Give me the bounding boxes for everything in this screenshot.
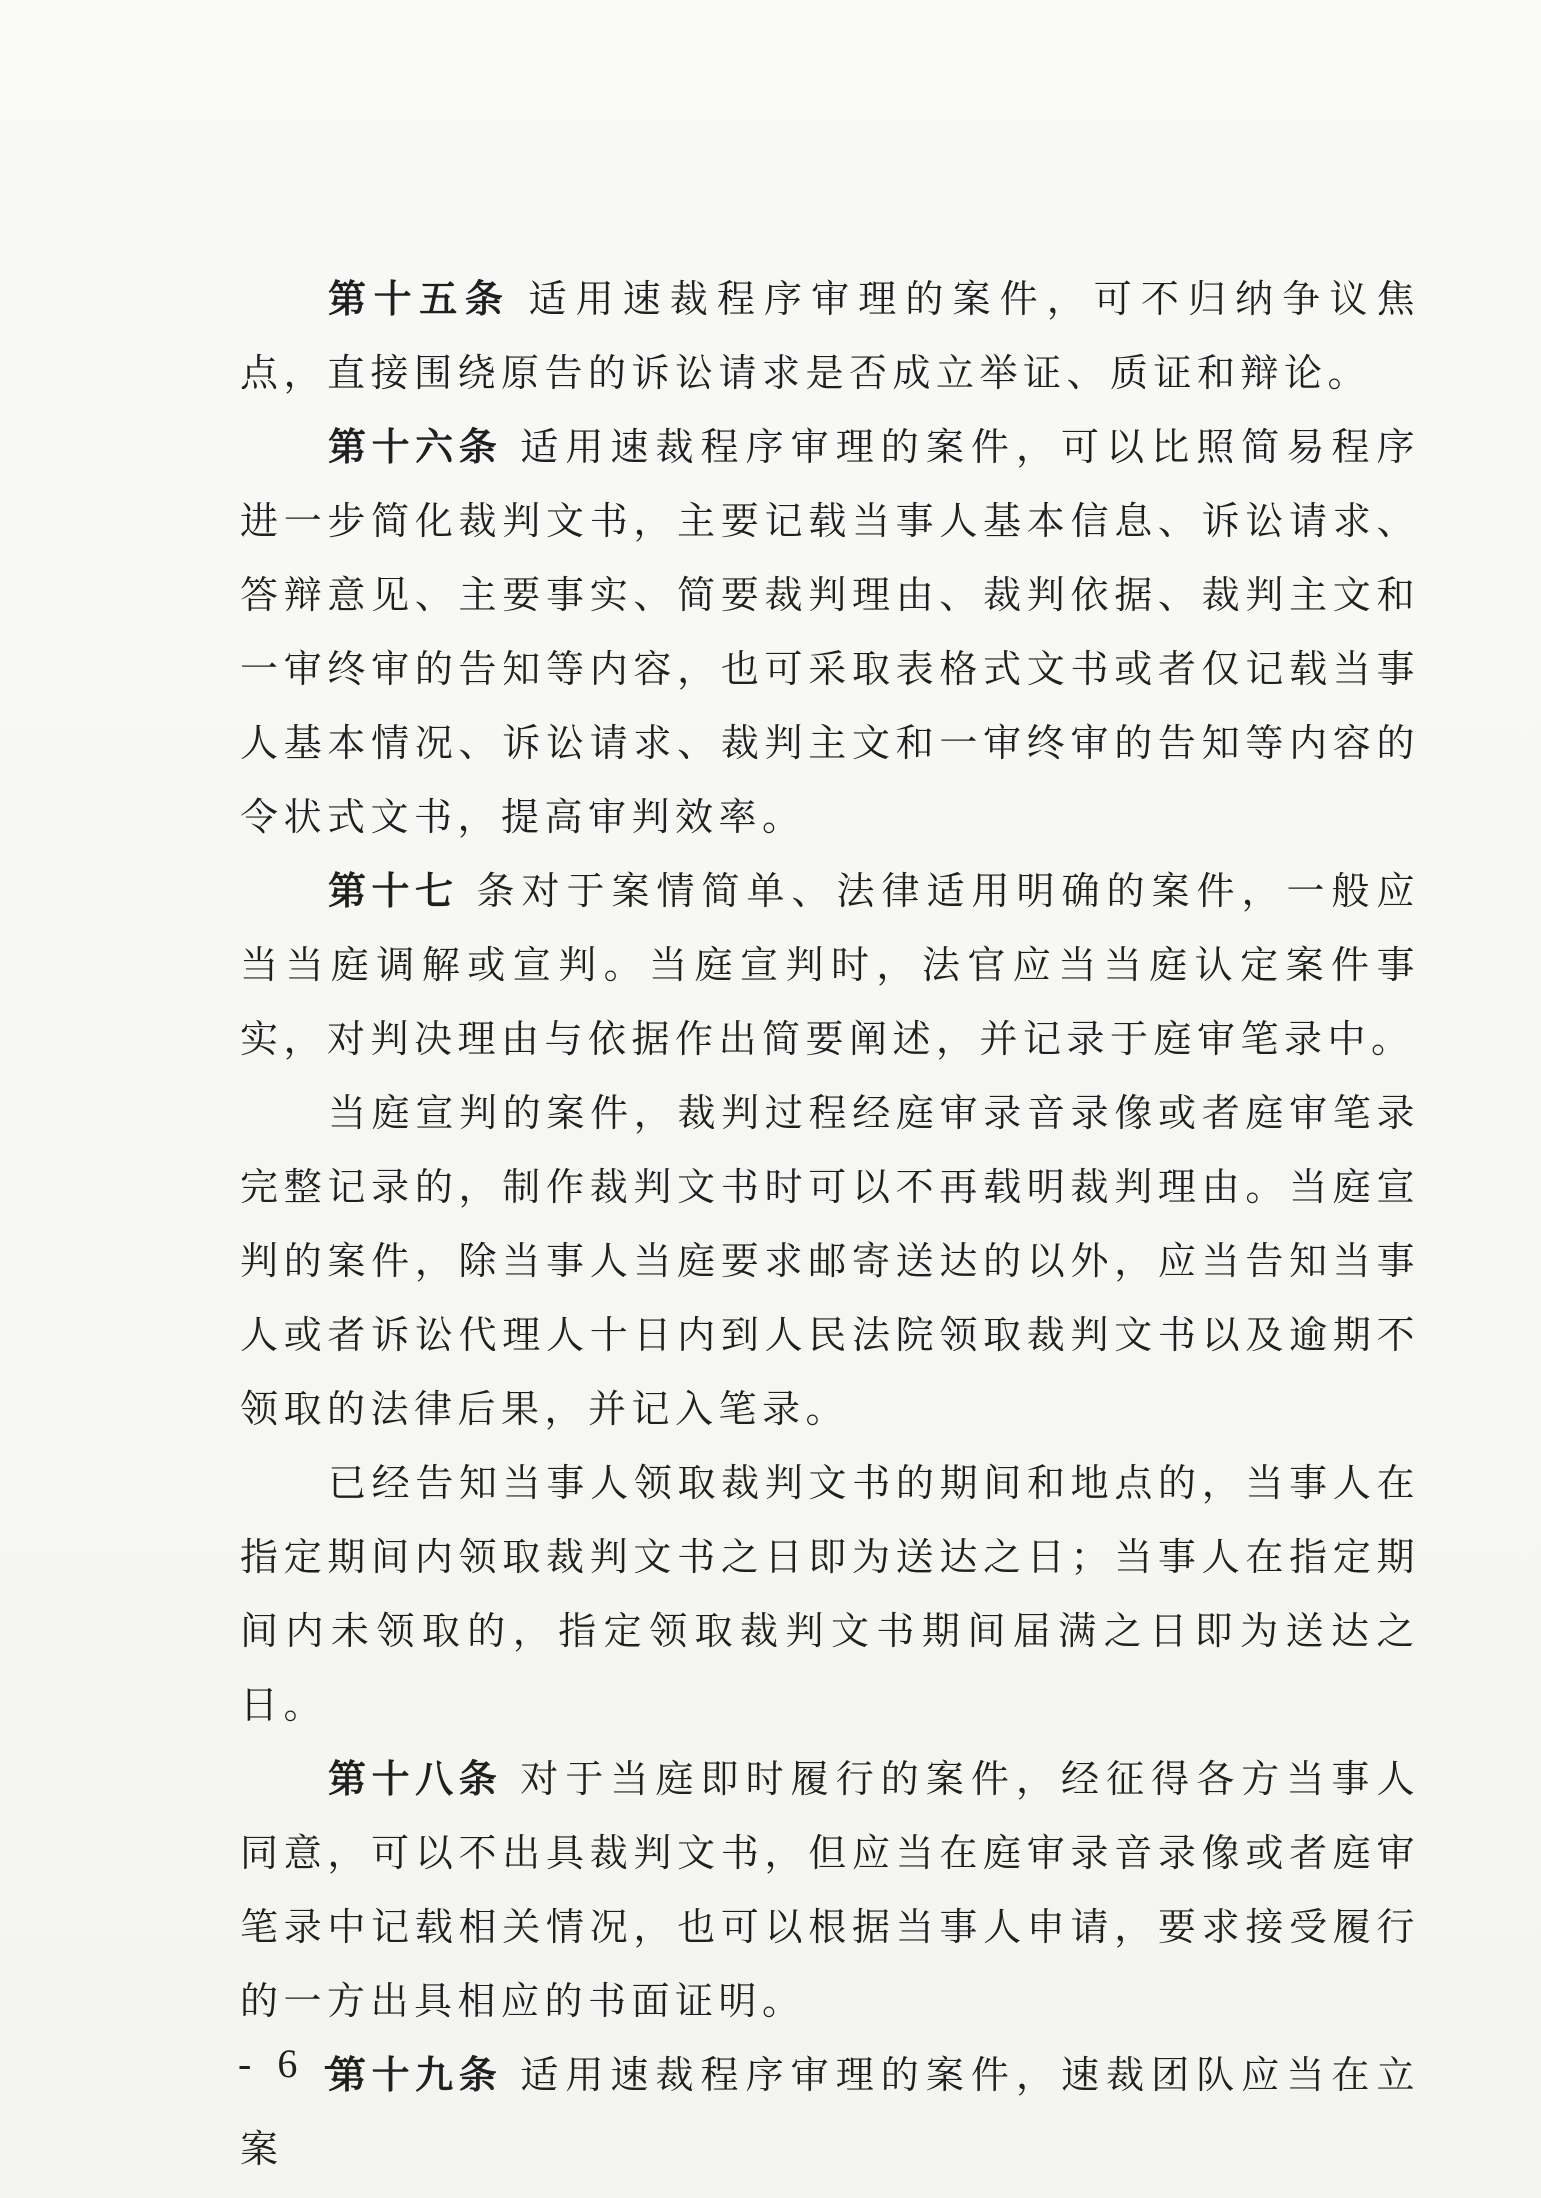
paragraph-text: 当庭宣判的案件，裁判过程经庭审录音录像或者庭审笔录完整记录的，制作裁判文书时可以不再载明裁判理由。当庭宣判的案件，除当事人当庭要求邮寄送达的以外，应当告知当事人或者诉讼代理人十日内到人民法院领取裁判文书以及逾期不领取的法律后果，并记入笔录。 xyxy=(240,1091,1420,1431)
article-16 xyxy=(240,410,1420,854)
document-body xyxy=(240,262,1420,2186)
article-18 xyxy=(240,1742,1420,2038)
article-17-paragraph-2 xyxy=(240,1076,1420,1446)
article-17-paragraph-3 xyxy=(240,1446,1420,1742)
article-19 xyxy=(240,2038,1420,2186)
article-text: 对于当庭即时履行的案件，经征得各方当事人同意，可以不出具裁判文书，但应当在庭审录音录像或者庭审笔录中记载相关情况，也可以根据当事人申请，要求接受履行的一方出具相应的书面证明。 xyxy=(240,1757,1420,2023)
article-text: 适用速裁程序审理的案件，可以比照简易程序进一步简化裁判文书，主要记载当事人基本信息、诉讼请求、答辩意见、主要事实、简要裁判理由、裁判依据、裁判主文和一审终审的告知等内容，也可采取表格式文书或者仅记载当事人基本情况、诉讼请求、裁判主文和一审终审的告知等内容的令状式文书，提高审判效率。 xyxy=(240,425,1420,839)
article-text: 适用速裁程序审理的案件，可不归纳争议焦点，直接围绕原告的诉讼请求是否成立举证、质证和辩论。 xyxy=(240,277,1420,395)
article-heading: 第十五条 xyxy=(328,277,511,321)
article-heading: 第十七 xyxy=(328,869,459,913)
article-text: 适用速裁程序审理的案件，速裁团队应当在立案 xyxy=(240,2053,1420,2171)
article-15 xyxy=(240,262,1420,410)
article-17 xyxy=(240,854,1420,1076)
article-text: 条对于案情简单、法律适用明确的案件，一般应当当庭调解或宣判。当庭宣判时，法官应当当庭认定案件事实，对判决理由与依据作出简要阐述，并记录于庭审笔录中。 xyxy=(240,869,1420,1061)
paragraph-text: 已经告知当事人领取裁判文书的期间和地点的，当事人在指定期间内领取裁判文书之日即为送达之日；当事人在指定期间内未领取的，指定领取裁判文书期间届满之日即为送达之日。 xyxy=(240,1461,1420,1727)
article-heading: 第十六条 xyxy=(328,425,503,469)
article-heading: 第十九条 xyxy=(328,2053,503,2097)
page-number: - 6 - xyxy=(238,2041,345,2086)
article-heading: 第十八条 xyxy=(328,1757,503,1801)
